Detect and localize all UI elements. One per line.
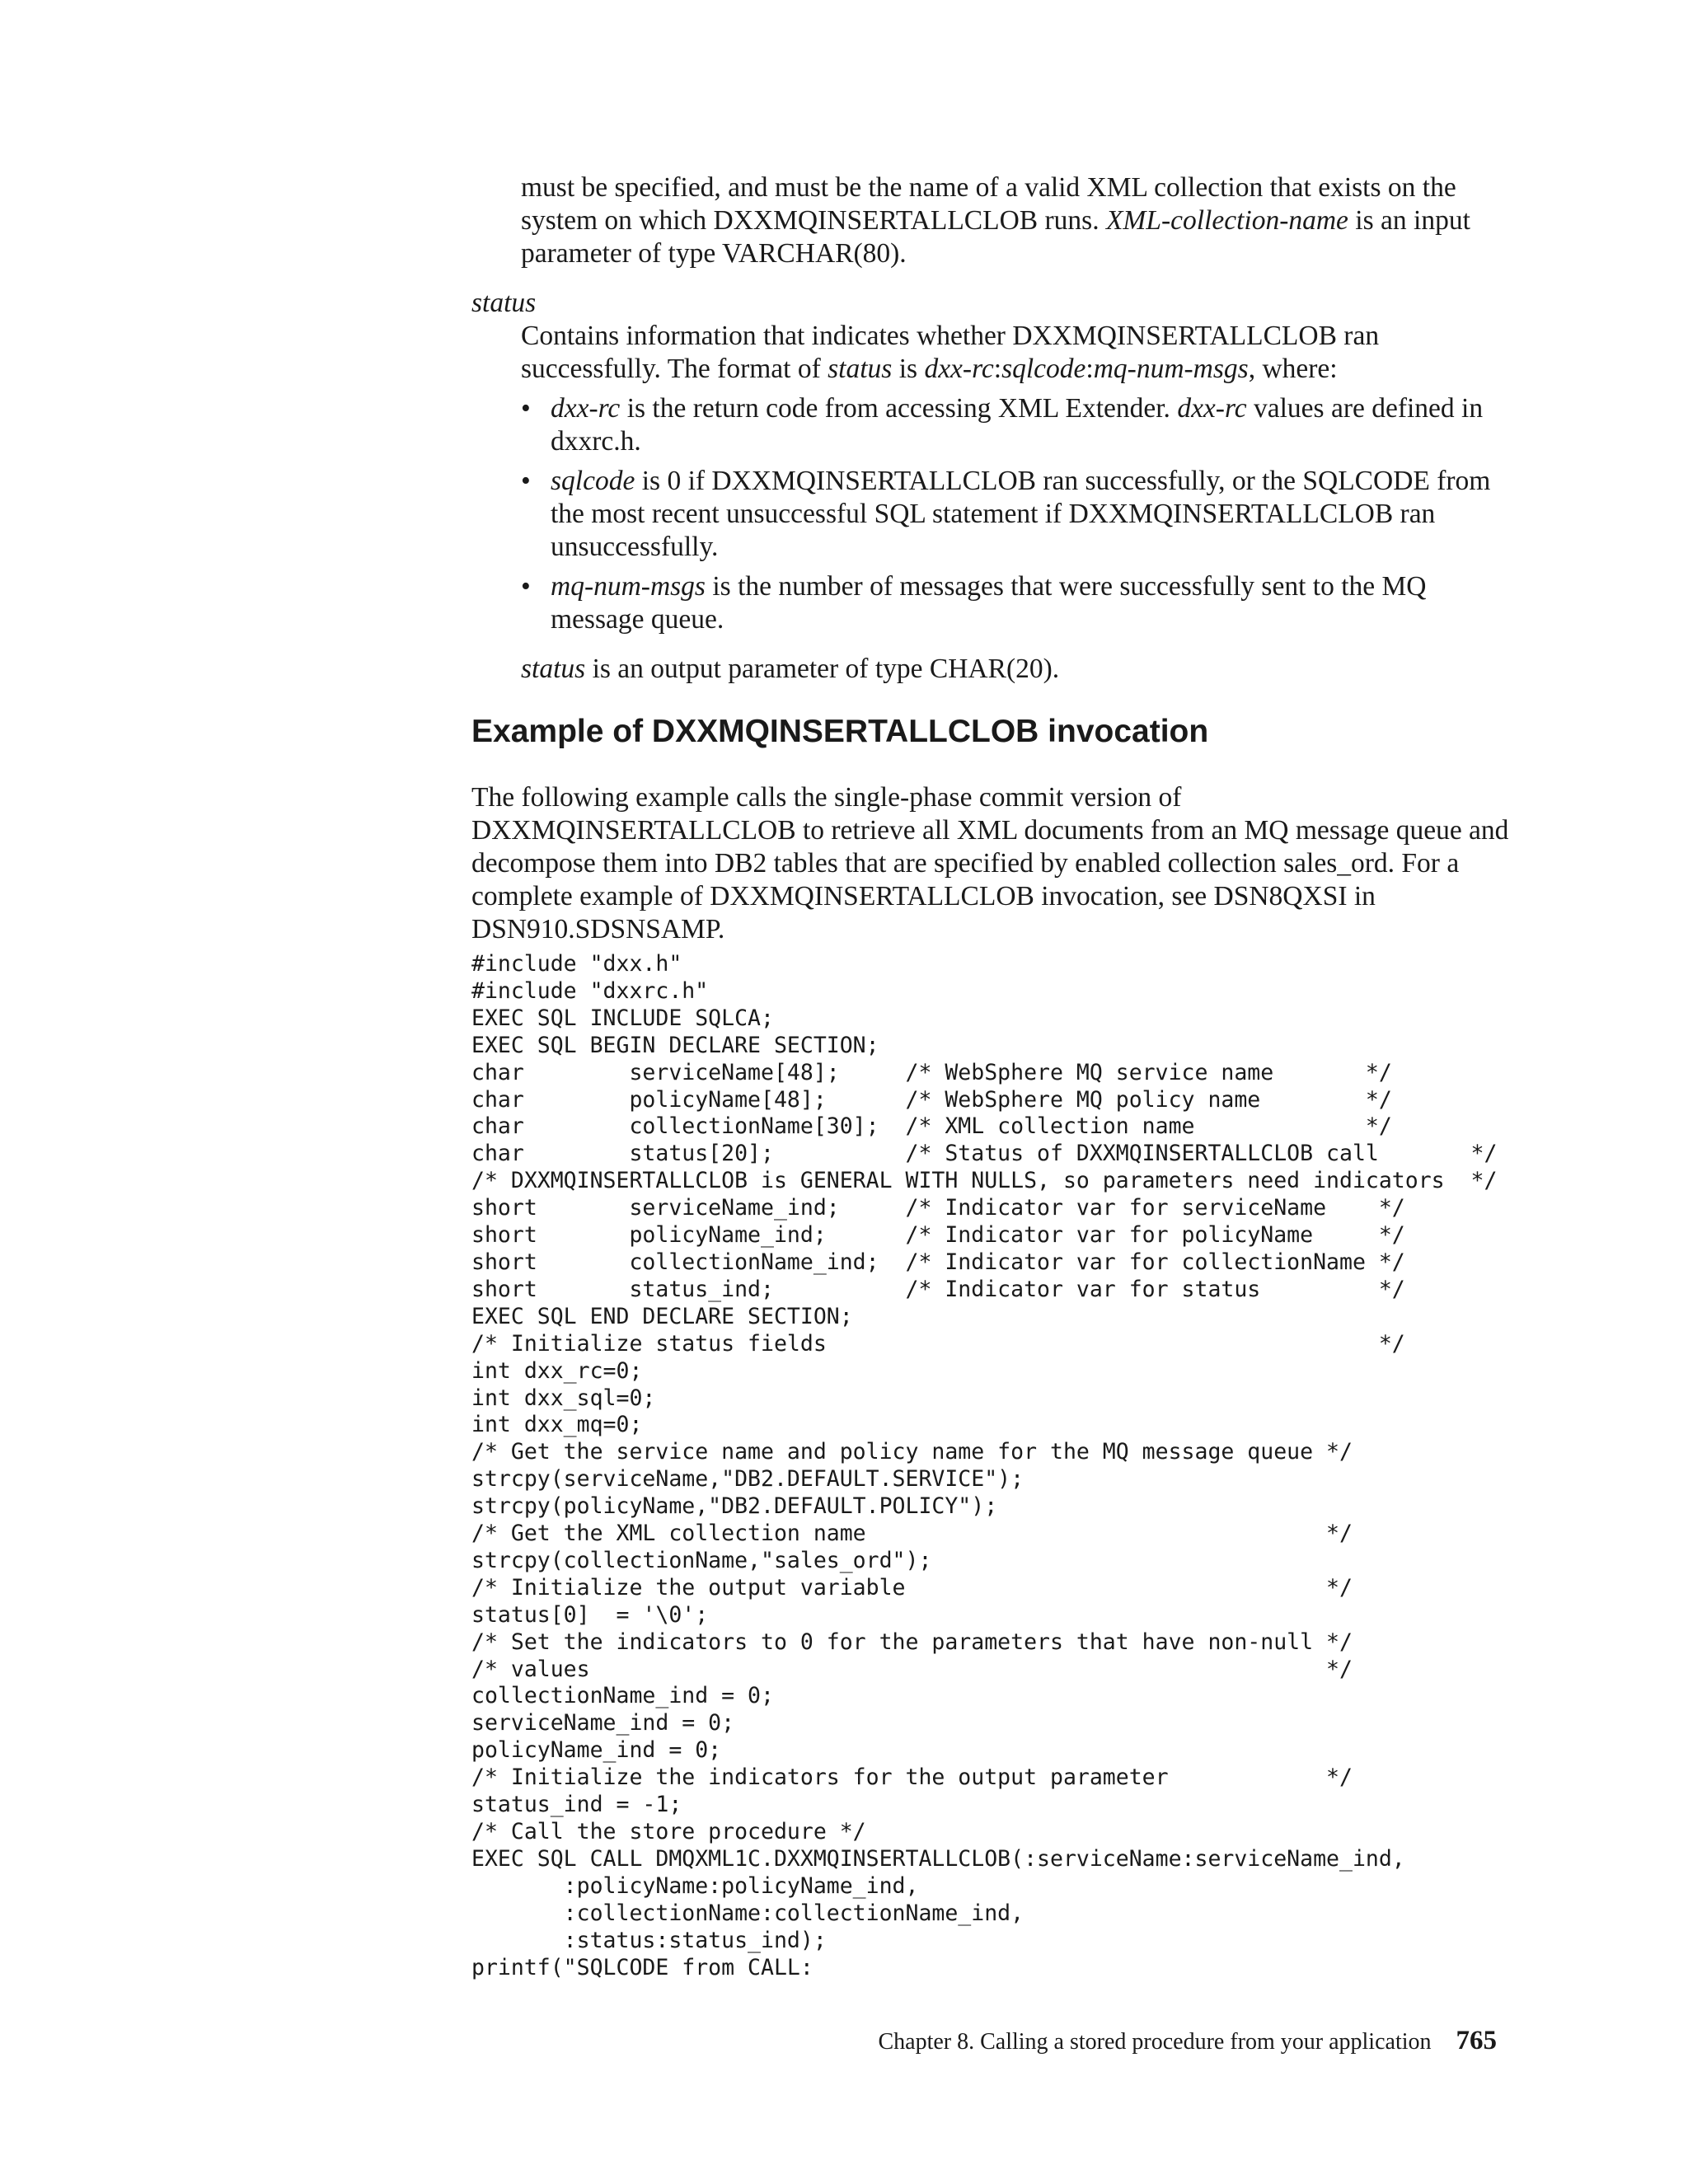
bullet-italic: dxx-rc	[1177, 393, 1247, 424]
status-def-text: :	[993, 354, 1002, 384]
status-def-text: is	[892, 354, 925, 384]
bullet-icon: •	[521, 571, 531, 602]
status-out-text: is an output parameter of type CHAR(20).	[585, 654, 1060, 684]
status-def-text: Contains information that indicates whether DXXMQINSERTALLCLOB ran successfully. The format of	[521, 321, 1380, 384]
bullet-italic: mq-num-msgs	[551, 571, 706, 602]
status-def-text: :	[1085, 354, 1094, 384]
status-output-note	[521, 653, 1059, 686]
bullet-italic: sqlcode	[551, 466, 635, 496]
list-item	[521, 570, 1510, 636]
page-footer	[824, 2024, 1497, 2059]
status-def-italic: status	[828, 354, 893, 384]
status-def-text: , where:	[1248, 354, 1338, 384]
status-def-italic: dxx-rc	[924, 354, 994, 384]
example-paragraph: The following example calls the single-phase commit version of DXXMQINSERTALLCLOB to retrieve all XML documents from an MQ message queue and decompose them into DB2 tables that are specified by enabled collection sales_ord. For a complete example of DXXMQINSERTALLCLOB invocation, see DSN8QXSI in DSN910.SDSNSAMP.	[471, 782, 1509, 944]
bullet-text: is the number of messages that were successfully sent to the MQ message queue.	[551, 571, 1427, 635]
code-block: #include "dxx.h" #include "dxxrc.h" EXEC SQL INCLUDE SQLCA; EXEC SQL BEGIN DECLARE SECTION; char serviceName[48]; /* WebSphere MQ service name */ char policyName[48]; /* WebSphere MQ policy name */ char collectionName[30]; /* XML collection name */ char status[20]; /* Status of DXXMQINSERTALLCLOB call */ /* DXXMQINSERTALLCLOB is GENERAL WITH NULLS, so parameters need indicators */ short serviceName_ind; /* Indicator var for serviceName */ short policyName_ind; /* Indicator var for policyName */ short collectionName_ind; /* Indicator var for collectionName */ short status_ind; /* Indicator var for status */ EXEC SQL END DECLARE SECTION; /* Initialize status fields */ int dxx_rc=0; int dxx_sql=0; int dxx_mq=0; /* Get the service name and policy name for the MQ message queue */ strcpy(serviceName,"DB2.DEFAULT.SERVICE"); strcpy(policyName,"DB2.DEFAULT.POLICY"); /* Get the XML collection name */ strcpy(collectionName,"sales_ord"); /* Initialize the output variable */ status[0] = '\0'; /* Set the indicators to 0 for the parameters that have non-null */ /* values */ collectionName_ind = 0; serviceName_ind = 0; policyName_ind = 0; /* Initialize the indicators for the output parameter */ status_ind = -1; /* Call the store procedure */ EXEC SQL CALL DMQXML1C.DXXMQINSERTALLCLOB(:serviceName:serviceName_ind, :policyName:policyName_ind, :collectionName:collectionName_ind, :status:status_ind); printf("SQLCODE from CALL:	[471, 951, 1498, 1980]
bullet-icon: •	[521, 466, 531, 496]
intro-italic: XML-collection-name	[1105, 205, 1348, 236]
bullet-icon: •	[521, 393, 531, 424]
status-def-italic: mq-num-msgs	[1093, 354, 1249, 384]
bullet-italic: dxx-rc	[551, 393, 621, 424]
list-item	[521, 392, 1510, 458]
list-item	[521, 465, 1510, 564]
page-number: 765	[1456, 2026, 1497, 2055]
intro-paragraph	[521, 171, 1510, 270]
chapter-title: Chapter 8. Calling a stored procedure from your application	[878, 2029, 1432, 2055]
bullet-list	[521, 570, 1510, 636]
bullet-text: is 0 if DXXMQINSERTALLCLOB ran successfully, or the SQLCODE from the most recent unsuccessful SQL statement if DXXMQINSERTALLCLOB ran unsuccessfully.	[551, 466, 1491, 562]
intro-text-2: is an input parameter of type VARCHAR(80).	[521, 205, 1470, 269]
bullet-text: is the return code from accessing XML Extender.	[620, 393, 1178, 424]
intro-text-1: must be specified, and must be the name of a valid XML collection that exists on the system on which DXXMQINSERTALLCLOB runs.	[521, 172, 1456, 236]
bullet-text: values are defined in dxxrc.h.	[551, 393, 1484, 457]
section-heading: Example of DXXMQINSERTALLCLOB invocation	[471, 714, 1209, 749]
status-def-italic: sqlcode	[1001, 354, 1086, 384]
status-out-italic: status	[521, 654, 586, 684]
bullet-list	[521, 465, 1510, 564]
status-term: status	[471, 288, 537, 318]
status-definition	[521, 320, 1510, 386]
bullet-list	[521, 392, 1510, 458]
